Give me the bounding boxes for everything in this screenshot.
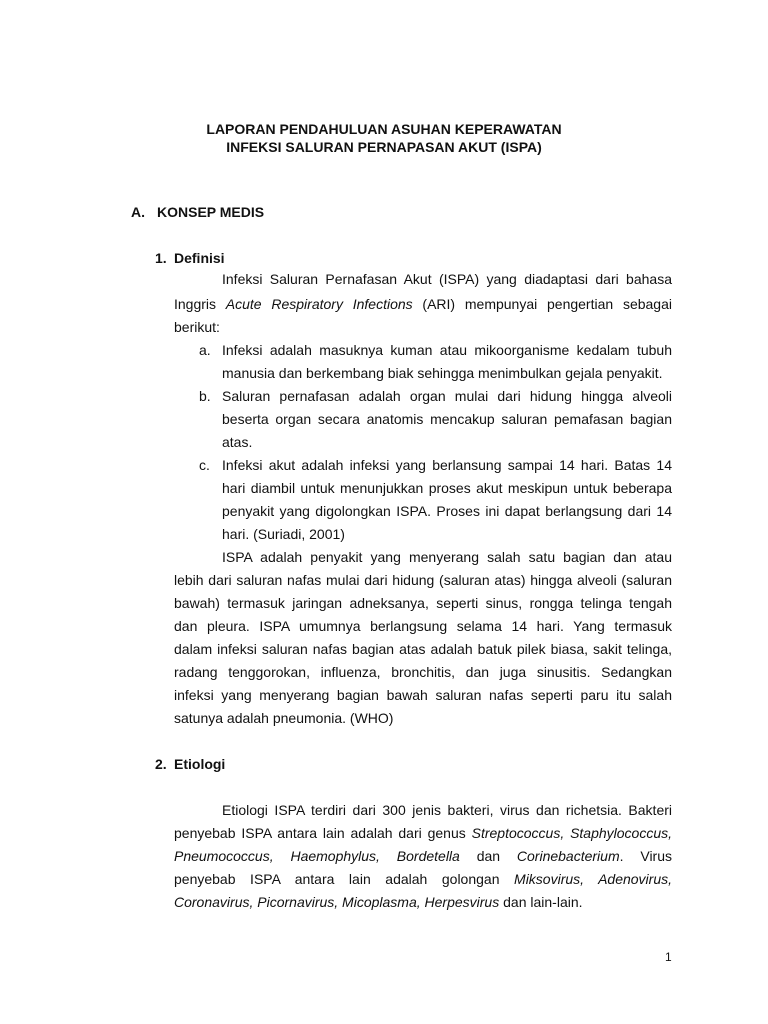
definisi-intro-line-3: berikut:	[174, 319, 220, 335]
paragraph-line: dan pleura. ISPA umumnya berlangsung selama 14 hari. Yang termasuk	[174, 618, 672, 634]
paragraph-line: lebih dari saluran nafas mulai dari hidung (saluran atas) hingga alveoli (saluran	[174, 572, 672, 588]
list-item-line: manusia dan berkembang biak sehingga menimbulkan gejala penyakit.	[222, 365, 663, 381]
list-item-marker: a.	[199, 342, 211, 358]
list-item-line: Infeksi akut adalah infeksi yang berlansung sampai 14 hari. Batas 14	[222, 457, 672, 473]
etiologi-line-2: penyebab ISPA antara lain adalah dari genus Streptococcus, Staphylococcus,	[174, 825, 673, 841]
paragraph-line: bawah) termasuk jaringan adneksanya, seperti sinus, rongga telinga tengah	[174, 595, 672, 611]
etiologi-line-4: penyebab ISPA antara lain adalah golongan Miksovirus, Adenovirus,	[174, 871, 672, 887]
list-item-line: atas.	[222, 434, 253, 450]
definisi-marker: 1.	[155, 250, 167, 266]
etiologi-heading: Etiologi	[174, 756, 226, 772]
etiologi-marker: 2.	[155, 756, 167, 772]
list-item-line: beserta organ secara anatomis mencakup saluran pemafasan bagian	[222, 411, 672, 427]
list-item-line: penyakit yang digolongkan ISPA. Proses ini dapat berlangsung dari 14	[222, 503, 672, 519]
definisi-intro-line-2: Inggris Acute Respiratory Infections (ARI) mempunyai pengertian sebagai	[174, 296, 672, 312]
list-item-line: hari. (Suriadi, 2001)	[222, 526, 345, 542]
paragraph-line: dalam infeksi saluran nafas bagian atas adalah batuk pilek biasa, sakit telinga,	[174, 641, 672, 657]
etiologi-line-1: Etiologi ISPA terdiri dari 300 jenis bakteri, virus dan richetsia. Bakteri	[222, 802, 672, 818]
document-title-line-2: INFEKSI SALURAN PERNAPASAN AKUT (ISPA)	[226, 139, 542, 155]
definisi-intro-line-1: Infeksi Saluran Pernafasan Akut (ISPA) yang diadaptasi dari bahasa	[222, 271, 672, 287]
list-item-line: hari diambil untuk menunjukkan proses akut meskipun untuk beberapa	[222, 480, 672, 496]
section-a-marker: A.	[131, 204, 145, 220]
list-item-line: Saluran pernafasan adalah organ mulai dari hidung hingga alveoli	[222, 388, 672, 404]
paragraph-line: infeksi yang menyerang bagian bawah saluran nafas seperti paru itu salah	[174, 687, 672, 703]
paragraph-line: radang tenggorokan, influenza, bronchitis, dan juga sinusitis. Sedangkan	[174, 664, 672, 680]
list-item-marker: b.	[199, 388, 211, 404]
list-item-marker: c.	[199, 457, 210, 473]
paragraph-line: ISPA adalah penyakit yang menyerang salah satu bagian dan atau	[222, 549, 672, 565]
etiologi-line-3: Pneumococcus, Haemophylus, Bordetella dan Corinebacterium. Virus	[174, 848, 673, 864]
etiologi-line-5: Coronavirus, Picornavirus, Micoplasma, Herpesvirus dan lain-lain.	[174, 894, 583, 910]
page-number: 1	[665, 950, 672, 964]
list-item-line: Infeksi adalah masuknya kuman atau mikoorganisme kedalam tubuh	[222, 342, 672, 358]
definisi-heading: Definisi	[174, 250, 225, 266]
document-title-line-1: LAPORAN PENDAHULUAN ASUHAN KEPERAWATAN	[206, 121, 562, 137]
section-a-heading: KONSEP MEDIS	[157, 204, 265, 220]
paragraph-line: satunya adalah pneumonia. (WHO)	[174, 710, 394, 726]
